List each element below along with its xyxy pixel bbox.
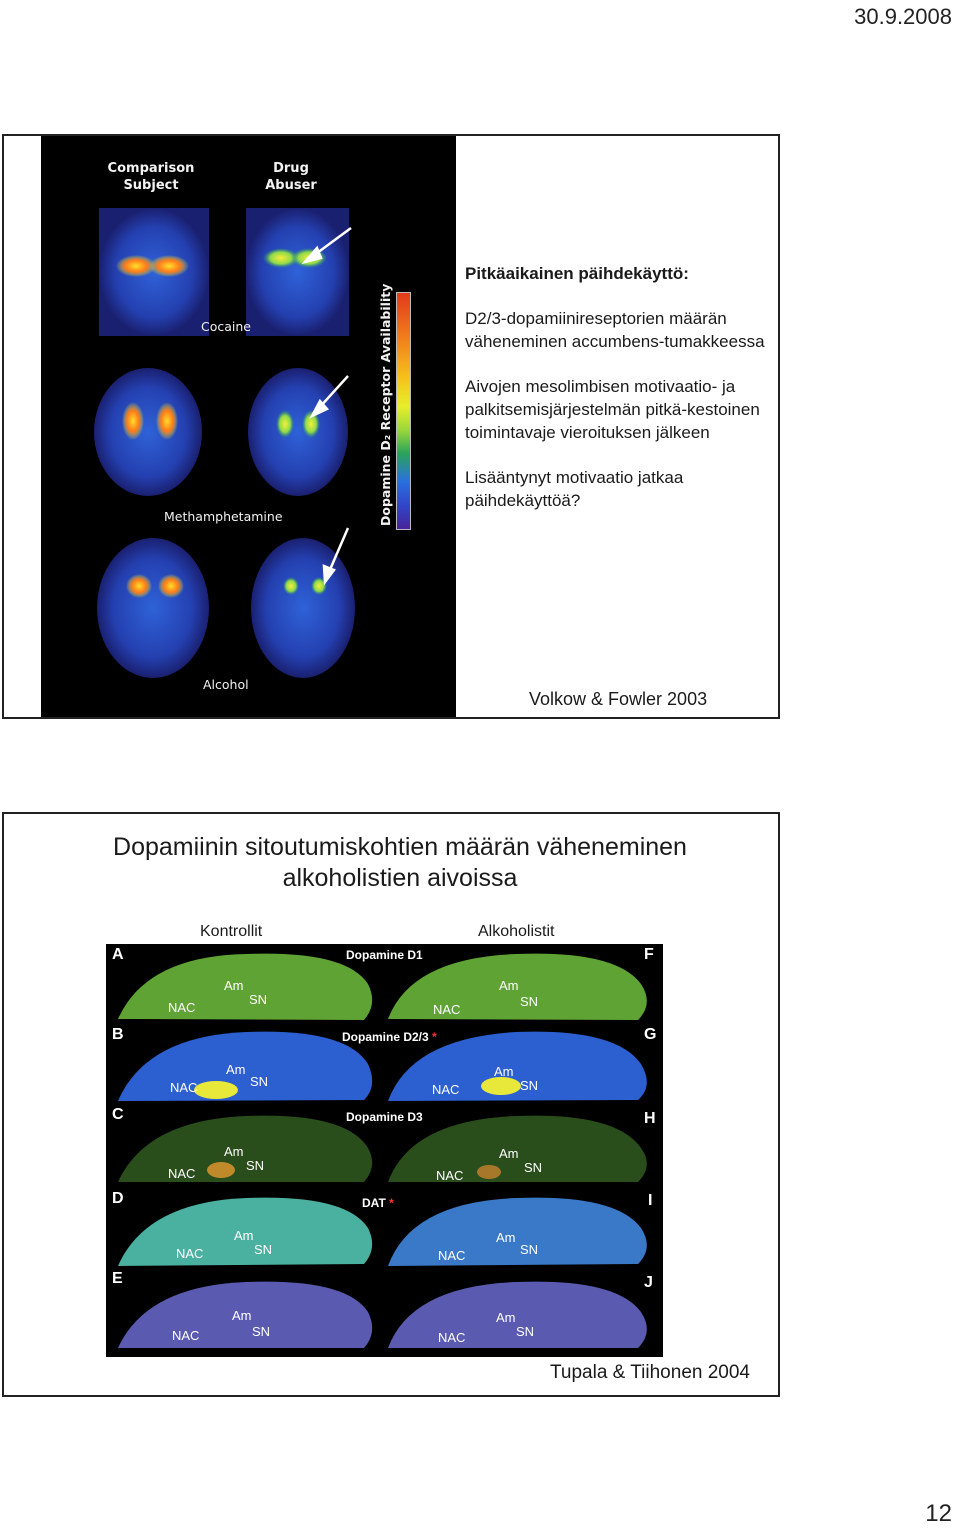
col-label-abuser: Drug Abuser (265, 161, 317, 193)
row-label-d23-text: Dopamine D2/3 (342, 1030, 429, 1044)
pet-meth-abuser (248, 368, 348, 496)
region-sn: SN (520, 1078, 539, 1093)
slide1-paragraph-3: Lisääntynyt motivaatio jatkaa päihdekäyttöä? (465, 468, 684, 510)
pet-alcohol-control (97, 538, 209, 678)
region-am: Am (499, 1146, 519, 1161)
slide2-title (4, 832, 796, 894)
region-nac: NAC (168, 1166, 196, 1181)
region-am: Am (494, 1064, 514, 1079)
pet-cocaine-abuser (246, 208, 349, 336)
panel-letter-e: E (112, 1270, 123, 1287)
region-sn: SN (246, 1158, 265, 1173)
col-label-comparison: Comparison Subject (107, 161, 195, 193)
row-label-dat (362, 1196, 394, 1210)
panel-letter-j: J (644, 1274, 653, 1291)
slide2-title-line2: alkoholistien aivoissa (282, 864, 518, 892)
color-scale-bar (396, 292, 411, 530)
row-label-dat-text: DAT (362, 1196, 386, 1210)
panel-letter-g: G (644, 1026, 657, 1043)
region-nac: NAC (438, 1248, 466, 1263)
slide1-citation: Volkow & Fowler 2003 (529, 689, 708, 709)
region-am: Am (224, 978, 244, 993)
panel-letter-h: H (644, 1110, 656, 1127)
region-sn: SN (254, 1242, 273, 1257)
slide1-paragraph-2: Aivojen mesolimbisen motivaatio- ja palkitsemisjärjestelmän pitkä-kestoinen toimintavaje vieroituksen jälkeen (465, 377, 760, 442)
region-nac: NAC (438, 1330, 466, 1345)
region-nac: NAC (172, 1328, 200, 1343)
region-nac: NAC (170, 1080, 198, 1095)
region-sn: SN (524, 1160, 543, 1175)
col-label-alcoholics: Alkoholistit (478, 923, 555, 940)
autoradiography-figure (106, 944, 663, 1357)
row-label-d1: Dopamine D1 (346, 948, 423, 962)
pet-alcohol-abuser (251, 538, 355, 678)
slide1-text (465, 262, 777, 534)
row-label-d3: Dopamine D3 (346, 1110, 423, 1124)
slide1-paragraph-1: D2/3-dopamiinireseptorien määrän väheneminen accumbens-tumakkeessa (465, 309, 765, 351)
panel-letter-d: D (112, 1190, 124, 1207)
row-label-dat-star: * (389, 1196, 394, 1210)
region-nac: NAC (432, 1082, 460, 1097)
page-date: 30.9.2008 (854, 4, 952, 29)
region-sn: SN (520, 1242, 539, 1257)
pet-brain-images (41, 136, 456, 717)
row-label-d23 (342, 1030, 437, 1044)
slide-tupala (2, 812, 780, 1397)
panel-letter-b: B (112, 1026, 124, 1043)
region-nac: NAC (168, 1000, 196, 1015)
region-am: Am (234, 1228, 254, 1243)
region-sn: SN (252, 1324, 271, 1339)
region-nac: NAC (436, 1168, 464, 1183)
pet-scan-figure (41, 136, 456, 717)
label-alcohol: Alcohol (203, 677, 249, 692)
region-nac: NAC (176, 1246, 204, 1261)
region-sn: SN (250, 1074, 269, 1089)
slide-volkow (2, 134, 780, 719)
slide1-heading: Pitkäaikainen päihdekäyttö: (465, 264, 689, 283)
col-label-controls: Kontrollit (200, 923, 263, 940)
slide2-citation: Tupala & Tiihonen 2004 (550, 1362, 751, 1383)
scale-label: Dopamine D₂ Receptor Availability (378, 283, 393, 526)
row-label-d23-star: * (432, 1030, 437, 1044)
page-number: 12 (925, 1500, 952, 1527)
region-sn: SN (516, 1324, 535, 1339)
panel-letter-f: F (644, 946, 654, 963)
region-am: Am (224, 1144, 244, 1159)
region-am: Am (496, 1230, 516, 1245)
region-am: Am (226, 1062, 246, 1077)
region-am: Am (499, 978, 519, 993)
region-am: Am (232, 1308, 252, 1323)
region-nac: NAC (433, 1002, 461, 1017)
slide2-title-line1: Dopamiinin sitoutumiskohtien määrän väheneminen (113, 833, 687, 861)
label-methamphetamine: Methamphetamine (164, 509, 283, 524)
label-cocaine: Cocaine (201, 319, 251, 334)
panel-letter-i: I (648, 1192, 653, 1209)
region-sn: SN (520, 994, 539, 1009)
region-am: Am (496, 1310, 516, 1325)
panel-letter-a: A (112, 946, 124, 963)
pet-meth-control (94, 368, 202, 496)
panel-letter-c: C (112, 1106, 124, 1123)
region-sn: SN (249, 992, 268, 1007)
